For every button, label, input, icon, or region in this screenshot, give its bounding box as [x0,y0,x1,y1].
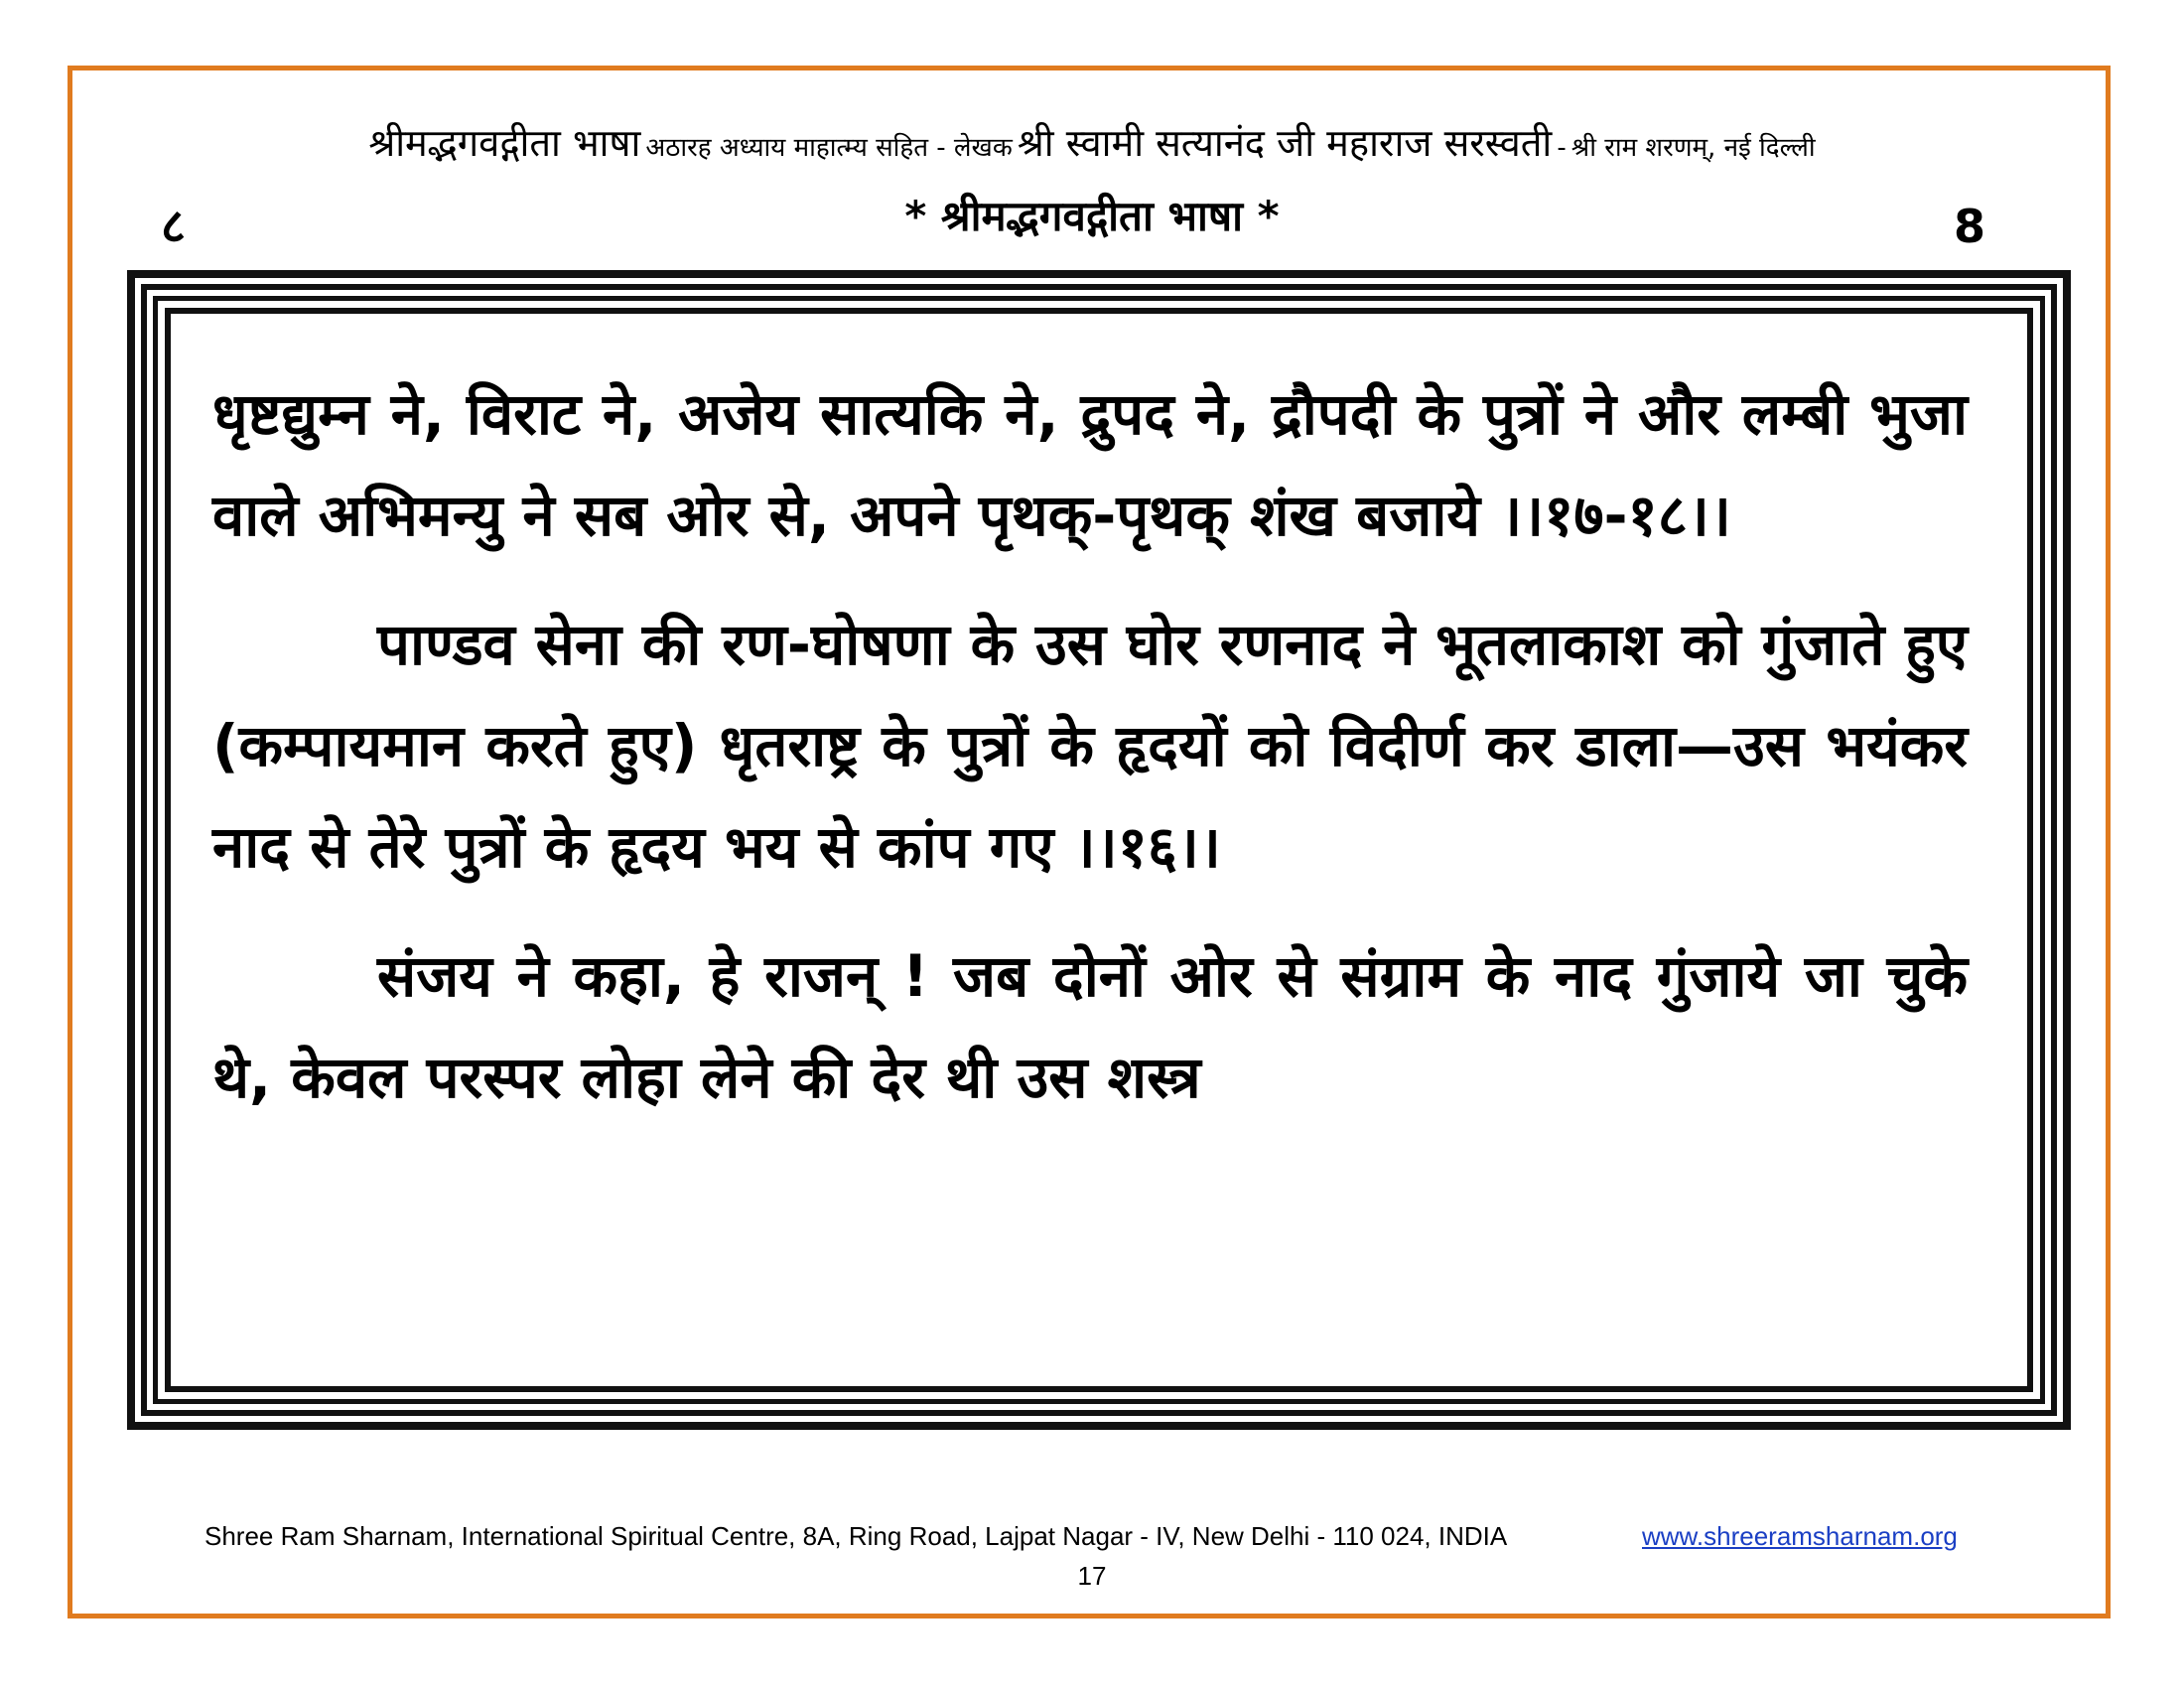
footer-website-link[interactable]: www.shreeramsharnam.org [1642,1521,1958,1551]
running-header [0,117,2184,177]
header-book-name: श्रीमद्भगवद्गीता भाषा [368,121,641,165]
page-number-english: 8 [1954,200,1986,253]
book-title: * श्रीमद्भगवद्गीता भाषा * [904,192,1280,240]
verse-text-body [212,363,1968,1128]
page-number-hindi: ८ [161,199,186,254]
verse-paragraph-2: पाण्डव सेना की रण-घोषणा के उस घोर रणनाद ने भूतलाकाश को गुंजाते हुए (कम्पायमान करते हुए) धृतराष्ट्र के पुत्रों के हृदयों को विदीर्ण कर डाला—उस भयंकर नाद से तेरे पुत्रों के हृदय भय से कांप गए ।।१६।। [212,611,1968,881]
header-subtitle: अठारह अध्याय माहात्म्य सहित - लेखक [645,133,1013,163]
verse-paragraph-3: संजय ने कहा, हे राजन् ! जब दोनों ओर से संग्राम के नाद गुंजाये जा चुके थे, केवल परस्पर लोहा लेने की देर थी उस शस्त्र [212,942,1968,1111]
header-author: श्री स्वामी सत्यानंद जी महाराज सरस्वती [1017,121,1553,165]
header-publisher: श्री राम शरणम्, नई दिल्ली [1570,133,1816,163]
footer-address: Shree Ram Sharnam, International Spiritual Centre, 8A, Ring Road, Lajpat Nagar - IV, New Delhi - 110 024, INDIA [205,1521,1508,1551]
footer-page-number: 17 [1077,1561,1107,1591]
verse-paragraph-1: धृष्टद्युम्न ने, विराट ने, अजेय सात्यकि ने, द्रुपद ने, द्रौपदी के पुत्रों ने और लम्बी भुजा वाले अभिमन्यु ने सब ओर से, अपने पृथक्-पृथक् शंख बजाये ।।१७-१८।। [212,380,1968,549]
header-separator: - [1557,133,1567,163]
